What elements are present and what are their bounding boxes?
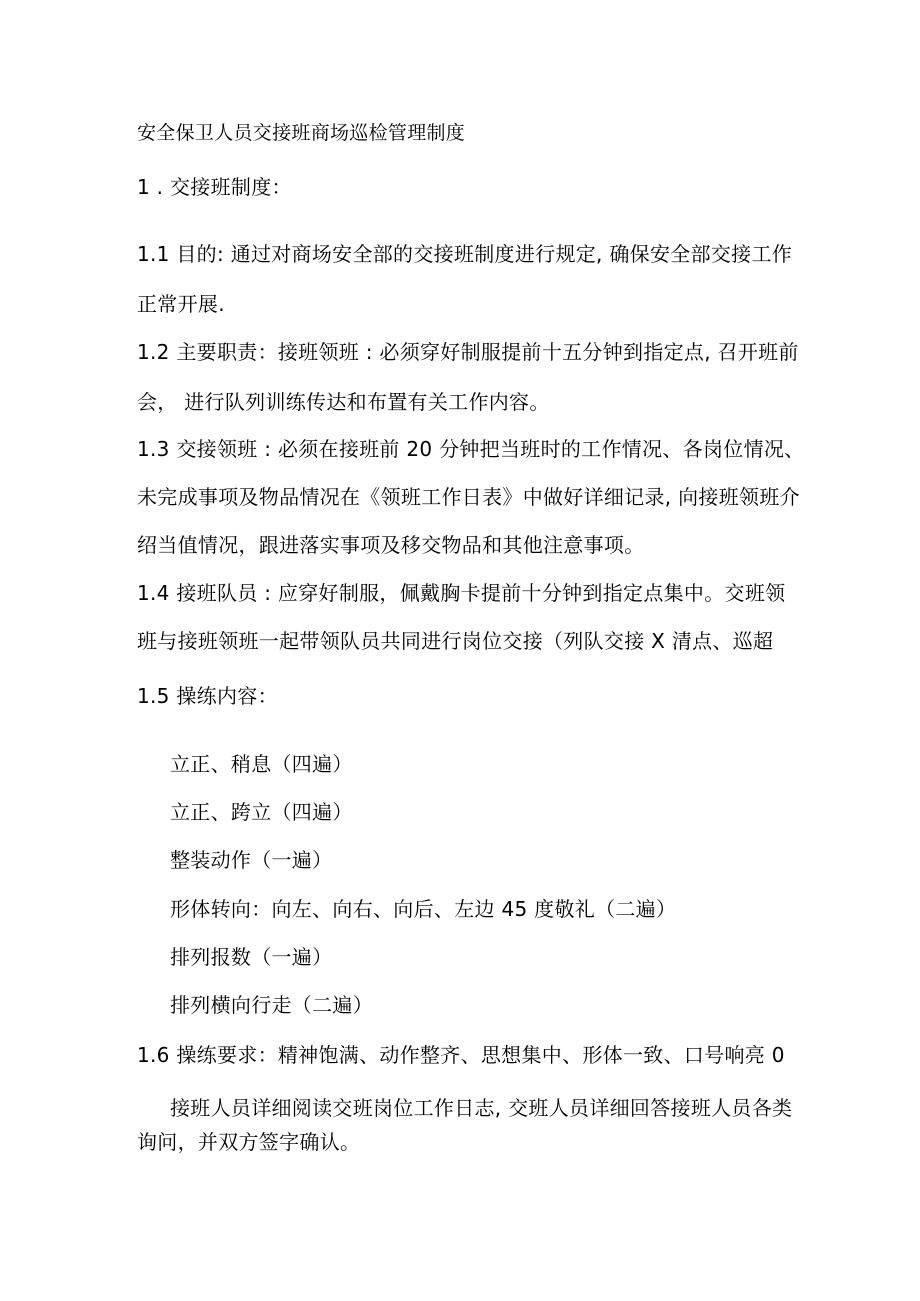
drill-item: 整装动作（一遍） xyxy=(170,848,333,872)
drill-item: 立正、跨立（四遍） xyxy=(170,800,353,824)
drill-item: 排列报数（一遍） xyxy=(170,945,333,969)
paragraph-1-2-line-1: 1.2 主要职责：接班领班 : 必须穿好制服提前十五分钟到指定点, 召开班前 xyxy=(137,340,799,364)
paragraph-1-3-line-2: 未完成事项及物品情况在《领班工作日表》中做好详细记录, 向接班领班介 xyxy=(137,485,800,509)
paragraph-1-6: 1.6 操练要求：精神饱满、动作整齐、思想集中、形体一致、口号响亮 0 xyxy=(137,1043,785,1067)
paragraph-1-1-line-1: 1.1 目的: 通过对商场安全部的交接班制度进行规定, 确保安全部交接工作 xyxy=(137,242,793,266)
section-heading-1: 1 . 交接班制度： xyxy=(137,175,292,199)
drill-item: 形体转向：向左、向右、向后、左边 45 度敬礼（二遍） xyxy=(170,897,677,921)
paragraph-1-3-line-3: 绍当值情况，跟进落实事项及移交物品和其他注意事项。 xyxy=(137,533,645,557)
paragraph-1-4-line-1: 1.4 接班队员 : 应穿好制服，佩戴胸卡提前十分钟到指定点集中。交班领 xyxy=(137,581,786,605)
paragraph-1-2-line-2: 会， 进行队列训练传达和布置有关工作内容。 xyxy=(137,390,550,414)
paragraph-1-5-heading: 1.5 操练内容： xyxy=(137,684,278,708)
paragraph-1-4-line-2: 班与接班领班一起带领队员共同进行岗位交接（列队交接 X 清点、巡超 xyxy=(137,629,774,653)
paragraph-handover-line-1: 接班人员详细阅读交班岗位工作日志, 交班人员详细回答接班人员各类 xyxy=(170,1096,793,1120)
paragraph-handover-line-2: 询问，并双方签字确认。 xyxy=(137,1130,361,1154)
drill-item: 立正、稍息（四遍） xyxy=(170,752,353,776)
document-title: 安全保卫人员交接班商场巡检管理制度 xyxy=(137,122,466,144)
paragraph-1-3-line-1: 1.3 交接领班 : 必须在接班前 20 分钟把当班时的工作情况、各岗位情况、 xyxy=(137,437,805,461)
paragraph-1-1-line-2: 正常开展. xyxy=(137,292,225,316)
drill-item: 排列横向行走（二遍） xyxy=(170,993,373,1017)
